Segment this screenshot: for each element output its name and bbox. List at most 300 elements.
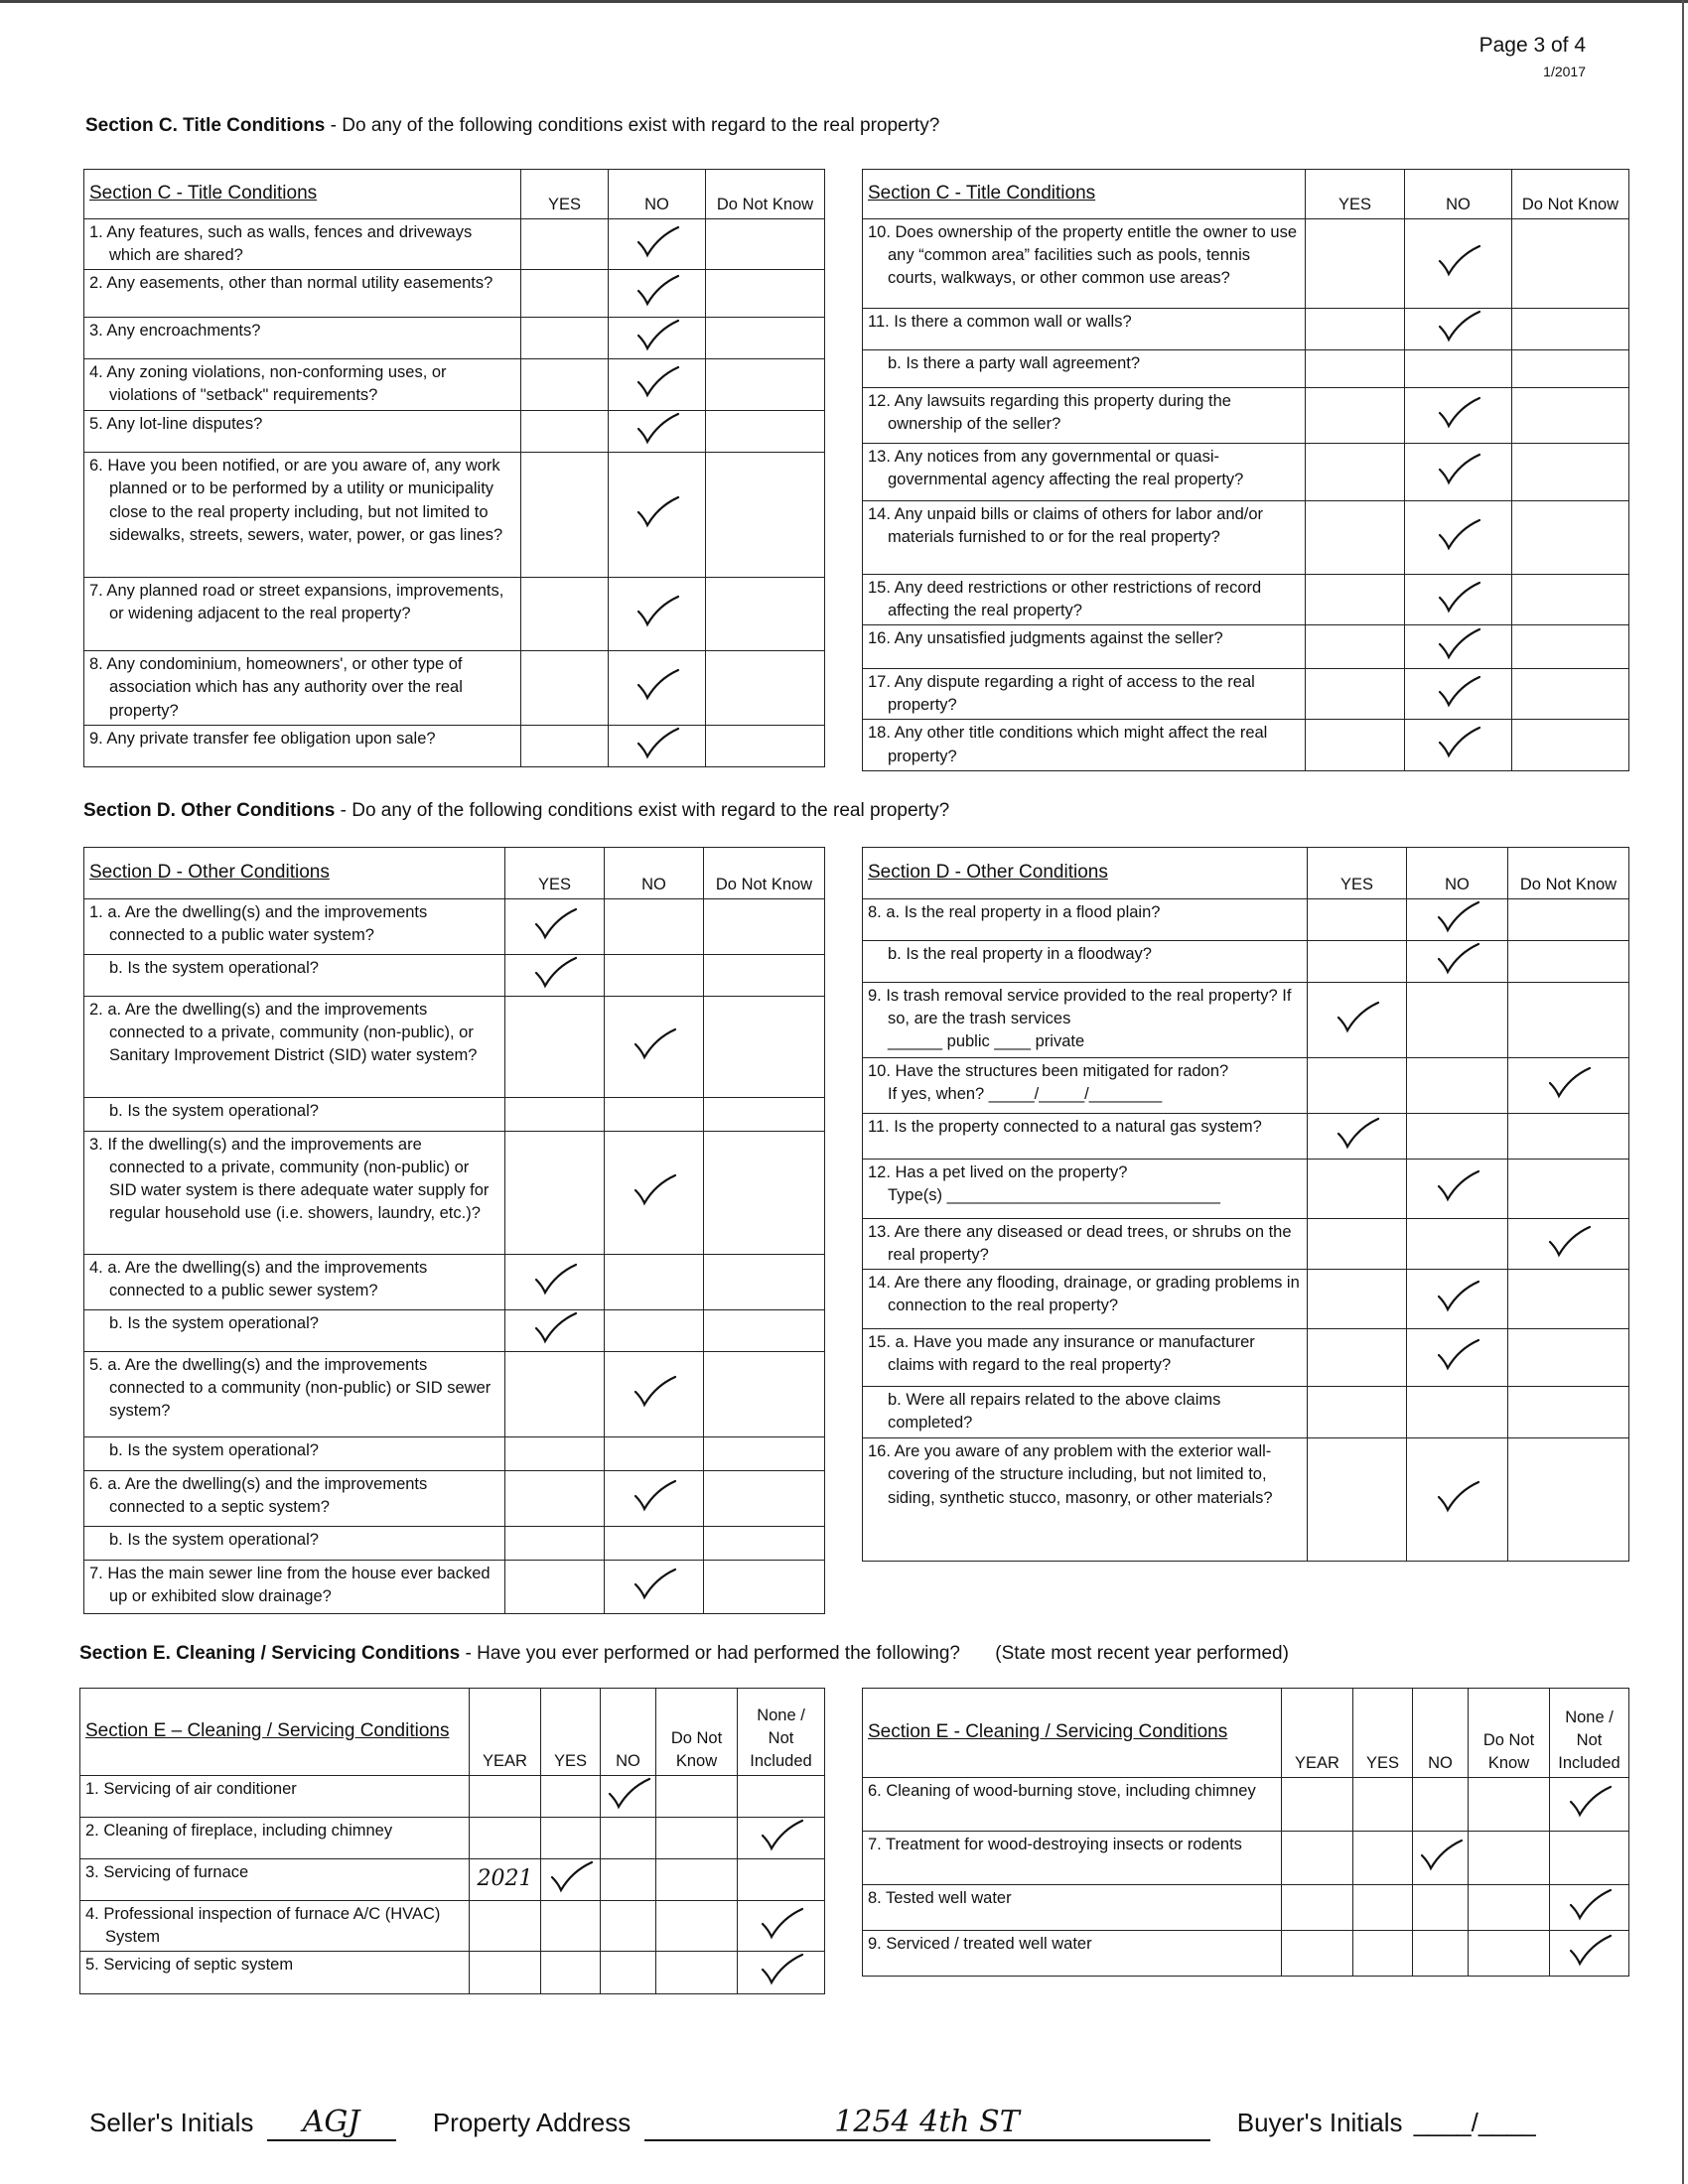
answer-cell-no[interactable] xyxy=(609,359,706,411)
answer-cell-no[interactable] xyxy=(1407,1387,1508,1438)
answer-cell-no[interactable] xyxy=(1407,1114,1508,1160)
question-text: 12. Any lawsuits regarding this property during the ownership of the seller? xyxy=(868,392,1231,434)
checkmark-icon xyxy=(1565,1933,1615,1967)
answer-cell-none[interactable] xyxy=(1550,1832,1629,1885)
answer-cell-dnk[interactable] xyxy=(704,1471,825,1527)
question-cell xyxy=(863,575,1306,625)
answer-cell-dnk[interactable] xyxy=(1469,1885,1550,1931)
answer-cell-yes[interactable] xyxy=(505,1132,605,1255)
question-cell xyxy=(863,720,1306,770)
question-text: 6. Have you been notified, or are you aware of, any work planned or to be performed by a utility or municipality close to the real property including, but not limited to sidewalks, streets, sewers, water, power, or gas lines? xyxy=(89,457,503,544)
answer-cell-yes[interactable] xyxy=(505,1471,605,1527)
table-row xyxy=(80,1901,825,1952)
answer-cell-dnk[interactable] xyxy=(1512,388,1629,444)
question-text: b. Is the system operational? xyxy=(109,1441,319,1460)
column-header: YEAR xyxy=(470,1689,541,1776)
answer-cell-no[interactable] xyxy=(1407,1329,1508,1387)
answer-cell-year[interactable] xyxy=(470,1952,541,1993)
answer-cell-yes[interactable] xyxy=(521,725,609,766)
answer-cell-no[interactable] xyxy=(1407,1160,1508,1219)
question-cell xyxy=(84,1310,505,1352)
question-text: 10. Have the structures been mitigated for radon? xyxy=(868,1062,1229,1081)
seller-initials-label: Seller's Initials xyxy=(89,2108,254,2137)
answer-cell-no[interactable] xyxy=(609,219,706,270)
answer-cell-no[interactable] xyxy=(1413,1931,1469,1977)
answer-cell-year[interactable] xyxy=(1282,1778,1353,1832)
answer-cell-no[interactable] xyxy=(1405,350,1512,388)
question-cell xyxy=(80,1952,470,1993)
section-e-right-table xyxy=(862,1688,1629,1977)
answer-cell-no[interactable] xyxy=(605,1352,704,1437)
table-row xyxy=(84,1132,825,1255)
column-header: YEAR xyxy=(1282,1689,1353,1778)
checkmark-icon xyxy=(633,494,682,528)
column-header: Do Not Know xyxy=(706,170,825,219)
answer-cell-yes[interactable] xyxy=(521,578,609,651)
answer-cell-dnk[interactable] xyxy=(1469,1931,1550,1977)
answer-cell-yes[interactable] xyxy=(1308,1438,1407,1562)
answer-cell-dnk[interactable] xyxy=(706,318,825,359)
answer-cell-dnk[interactable] xyxy=(704,955,825,997)
checkmark-icon xyxy=(1565,1887,1615,1921)
answer-cell-dnk[interactable] xyxy=(704,1255,825,1310)
answer-cell-yes[interactable] xyxy=(505,1098,605,1132)
column-header: NO xyxy=(605,848,704,899)
answer-cell-yes[interactable] xyxy=(1306,219,1405,309)
answer-cell-yes[interactable] xyxy=(521,219,609,270)
answer-cell-none[interactable] xyxy=(738,1776,825,1818)
answer-cell-yes[interactable] xyxy=(1308,1387,1407,1438)
table-title: Section C - Title Conditions xyxy=(84,170,521,219)
answer-cell-dnk[interactable] xyxy=(704,1352,825,1437)
answer-cell-no[interactable] xyxy=(1407,983,1508,1058)
question-cell xyxy=(84,899,505,955)
question-text: 9. Is trash removal service provided to the real property? If so, are the trash services xyxy=(868,987,1292,1028)
answer-cell-yes[interactable] xyxy=(541,1901,601,1952)
answer-cell-dnk[interactable] xyxy=(1512,720,1629,770)
answer-cell-no[interactable] xyxy=(609,651,706,725)
seller-initials-field[interactable]: AGJ xyxy=(267,2105,396,2141)
question-text: 6. Cleaning of wood-burning stove, including chimney xyxy=(868,1782,1256,1800)
table-row xyxy=(84,1437,825,1471)
answer-cell-dnk[interactable] xyxy=(1508,1058,1629,1114)
answer-cell-no[interactable] xyxy=(1407,1270,1508,1329)
answer-cell-yes[interactable] xyxy=(505,1352,605,1437)
table-row xyxy=(863,1832,1629,1885)
question-text: 15. Any deed restrictions or other restrictions of record affecting the real property? xyxy=(868,579,1262,620)
answer-cell-yes[interactable] xyxy=(505,1310,605,1352)
answer-cell-no[interactable] xyxy=(609,270,706,318)
question-text: 2. a. Are the dwelling(s) and the improvements connected to a private, community (non-public), or Sanitary Improvement District (SID) water system? xyxy=(89,1001,478,1065)
question-cell xyxy=(84,1352,505,1437)
answer-cell-no[interactable] xyxy=(601,1952,656,1993)
question-cell xyxy=(863,388,1306,444)
answer-cell-yes[interactable] xyxy=(541,1859,601,1901)
answer-cell-none[interactable] xyxy=(738,1901,825,1952)
answer-cell-no[interactable] xyxy=(601,1776,656,1818)
answer-cell-no[interactable] xyxy=(1405,669,1512,720)
checkmark-icon xyxy=(630,1026,679,1060)
answer-cell-yes[interactable] xyxy=(1306,350,1405,388)
column-header: YES xyxy=(1353,1689,1413,1778)
answer-cell-dnk[interactable] xyxy=(1508,899,1629,941)
answer-cell-dnk[interactable] xyxy=(1508,1160,1629,1219)
answer-cell-dnk[interactable] xyxy=(704,1098,825,1132)
question-cell xyxy=(84,1132,505,1255)
question-text: 5. a. Are the dwelling(s) and the improvements connected to a community (non-public) or SID sewer system? xyxy=(89,1356,492,1421)
checkmark-icon xyxy=(1434,674,1483,708)
answer-cell-none[interactable] xyxy=(1550,1885,1629,1931)
answer-cell-no[interactable] xyxy=(601,1901,656,1952)
answer-cell-no[interactable] xyxy=(601,1818,656,1859)
answer-cell-dnk[interactable] xyxy=(706,578,825,651)
table-row xyxy=(84,1561,825,1614)
question-cell xyxy=(863,444,1306,501)
question-cell xyxy=(863,983,1308,1058)
answer-cell-dnk[interactable] xyxy=(706,411,825,453)
answer-cell-yes[interactable] xyxy=(1306,444,1405,501)
checkmark-icon xyxy=(1434,243,1483,277)
answer-cell-yes[interactable] xyxy=(521,453,609,578)
answer-cell-no[interactable] xyxy=(605,1527,704,1561)
answer-cell-no[interactable] xyxy=(1405,219,1512,309)
checkmark-icon xyxy=(633,411,682,445)
table-row xyxy=(84,270,825,318)
answer-cell-yes[interactable] xyxy=(521,270,609,318)
answer-cell-dnk[interactable] xyxy=(1508,1438,1629,1562)
question-cell xyxy=(84,219,521,270)
question-text: 5. Any lot-line disputes? xyxy=(89,415,263,434)
question-cell xyxy=(863,350,1306,388)
answer-cell-dnk[interactable] xyxy=(1469,1832,1550,1885)
answer-cell-no[interactable] xyxy=(1407,1219,1508,1270)
question-text: b. Is the system operational? xyxy=(109,1102,319,1121)
checkmark-icon xyxy=(1434,395,1483,429)
answer-cell-no[interactable] xyxy=(1405,720,1512,770)
checkmark-icon xyxy=(546,1859,596,1893)
question-text: 7. Has the main sewer line from the house ever backed up or exhibited slow drainage? xyxy=(89,1565,491,1606)
column-header: NO xyxy=(609,170,706,219)
question-text: 4. Professional inspection of furnace A/C (HVAC) System xyxy=(85,1905,441,1947)
answer-cell-none[interactable] xyxy=(1550,1931,1629,1977)
answer-cell-yes[interactable] xyxy=(541,1776,601,1818)
column-header: Do Not Know xyxy=(1512,170,1629,219)
answer-cell-no[interactable] xyxy=(605,1098,704,1132)
checkmark-icon xyxy=(1544,1065,1594,1099)
answer-cell-dnk[interactable] xyxy=(1508,1114,1629,1160)
answer-cell-yes[interactable] xyxy=(505,1437,605,1471)
answer-cell-dnk[interactable] xyxy=(1508,941,1629,983)
answer-cell-none[interactable] xyxy=(738,1952,825,1993)
answer-cell-dnk[interactable] xyxy=(706,725,825,766)
question-text: 4. Any zoning violations, non-conforming uses, or violations of "setback" requirements? xyxy=(89,363,447,405)
answer-cell-no[interactable] xyxy=(1407,941,1508,983)
column-header: YES xyxy=(1306,170,1405,219)
answer-cell-no[interactable] xyxy=(1413,1778,1469,1832)
question-cell xyxy=(80,1818,470,1859)
question-blank: If yes, when? _____/_____/________ xyxy=(888,1085,1163,1104)
answer-cell-year[interactable] xyxy=(1282,1885,1353,1931)
answer-cell-yes[interactable] xyxy=(1308,983,1407,1058)
answer-cell-no[interactable] xyxy=(1405,444,1512,501)
answer-cell-no[interactable] xyxy=(605,1437,704,1471)
question-text: 16. Any unsatisfied judgments against the seller? xyxy=(868,629,1223,648)
table-row xyxy=(84,1255,825,1310)
answer-cell-none[interactable] xyxy=(738,1859,825,1901)
answer-cell-yes[interactable] xyxy=(505,1255,605,1310)
answer-cell-dnk[interactable] xyxy=(1512,625,1629,669)
answer-cell-dnk[interactable] xyxy=(704,1310,825,1352)
answer-cell-year[interactable] xyxy=(470,1859,541,1901)
checkmark-icon xyxy=(1434,452,1483,485)
answer-cell-yes[interactable] xyxy=(1306,501,1405,575)
answer-cell-year[interactable] xyxy=(1282,1832,1353,1885)
answer-cell-yes[interactable] xyxy=(541,1818,601,1859)
answer-cell-dnk[interactable] xyxy=(704,1437,825,1471)
checkmark-icon xyxy=(604,1776,653,1810)
table-row xyxy=(863,1114,1629,1160)
answer-cell-dnk[interactable] xyxy=(1508,983,1629,1058)
answer-cell-yes[interactable] xyxy=(1353,1832,1413,1885)
table-row xyxy=(84,725,825,766)
checkmark-icon xyxy=(630,1567,679,1600)
question-cell xyxy=(80,1901,470,1952)
answer-cell-yes[interactable] xyxy=(1353,1885,1413,1931)
answer-cell-dnk[interactable] xyxy=(1508,1270,1629,1329)
footer xyxy=(89,2105,1609,2141)
answer-cell-yes[interactable] xyxy=(1308,941,1407,983)
column-header: None / Not Included xyxy=(1550,1689,1629,1778)
checkmark-icon xyxy=(1434,725,1483,758)
question-cell xyxy=(84,1437,505,1471)
answer-cell-dnk[interactable] xyxy=(704,997,825,1098)
answer-cell-yes[interactable] xyxy=(521,318,609,359)
question-text: 2. Any easements, other than normal utility easements? xyxy=(89,274,493,293)
answer-cell-no[interactable] xyxy=(605,1471,704,1527)
question-text: 3. Servicing of furnace xyxy=(85,1863,249,1882)
answer-cell-yes[interactable] xyxy=(1308,1219,1407,1270)
question-text: 9. Serviced / treated well water xyxy=(868,1935,1092,1953)
answer-cell-no[interactable] xyxy=(1407,1438,1508,1562)
question-text: 12. Has a pet lived on the property? xyxy=(868,1163,1128,1182)
answer-cell-no[interactable] xyxy=(1405,625,1512,669)
table-title: Section D - Other Conditions xyxy=(863,848,1308,899)
question-blank: Type(s) ______________________________ xyxy=(888,1186,1220,1205)
question-cell xyxy=(863,219,1306,309)
column-header: YES xyxy=(521,170,609,219)
answer-cell-no[interactable] xyxy=(609,578,706,651)
answer-cell-no[interactable] xyxy=(605,1310,704,1352)
question-text: 16. Are you aware of any problem with the exterior wall-covering of the structure including, but not limited to, siding, synthetic stucco, masonry, or other materials? xyxy=(868,1442,1273,1507)
answer-cell-yes[interactable] xyxy=(1308,1270,1407,1329)
answer-cell-dnk[interactable] xyxy=(1508,1219,1629,1270)
answer-cell-dnk[interactable] xyxy=(1512,444,1629,501)
answer-cell-no[interactable] xyxy=(605,955,704,997)
answer-cell-dnk[interactable] xyxy=(656,1818,738,1859)
table-row xyxy=(84,1527,825,1561)
question-text: 1. Servicing of air conditioner xyxy=(85,1780,297,1798)
table-row xyxy=(84,359,825,411)
answer-cell-no[interactable] xyxy=(609,318,706,359)
table-row xyxy=(84,1471,825,1527)
answer-cell-dnk[interactable] xyxy=(1512,669,1629,720)
question-cell xyxy=(863,669,1306,720)
answer-cell-yes[interactable] xyxy=(1308,1058,1407,1114)
column-header: None / Not Included xyxy=(738,1689,825,1776)
question-text: 8. Any condominium, homeowners', or other type of association which has any authority over the real property? xyxy=(89,655,463,720)
question-cell xyxy=(84,270,521,318)
question-text: 13. Any notices from any governmental or quasi-governmental agency affecting the real property? xyxy=(868,448,1244,489)
answer-cell-no[interactable] xyxy=(1407,1058,1508,1114)
checkmark-icon xyxy=(530,955,580,989)
table-title: Section C - Title Conditions xyxy=(863,170,1306,219)
answer-cell-dnk[interactable] xyxy=(1508,1329,1629,1387)
question-cell xyxy=(80,1776,470,1818)
answer-cell-yes[interactable] xyxy=(521,651,609,725)
answer-cell-none[interactable] xyxy=(1550,1778,1629,1832)
answer-cell-year[interactable] xyxy=(1282,1931,1353,1977)
answer-cell-yes[interactable] xyxy=(1306,669,1405,720)
answer-cell-dnk[interactable] xyxy=(704,1132,825,1255)
answer-cell-no[interactable] xyxy=(609,453,706,578)
answer-cell-yes[interactable] xyxy=(505,1561,605,1614)
property-address-field[interactable]: 1254 4th ST xyxy=(644,2105,1210,2141)
form-revision: 1/2017 xyxy=(1543,64,1586,79)
checkmark-icon xyxy=(633,726,682,759)
answer-cell-no[interactable] xyxy=(1413,1832,1469,1885)
answer-cell-year[interactable] xyxy=(470,1901,541,1952)
question-text: b. Is the system operational? xyxy=(109,1314,319,1333)
buyer-initials-field[interactable]: ____/____ xyxy=(1413,2108,1536,2137)
answer-cell-yes[interactable] xyxy=(1308,899,1407,941)
answer-cell-no[interactable] xyxy=(605,1255,704,1310)
column-header: YES xyxy=(1308,848,1407,899)
question-cell xyxy=(84,651,521,725)
answer-cell-no[interactable] xyxy=(1405,309,1512,350)
answer-cell-no[interactable] xyxy=(609,411,706,453)
answer-cell-no[interactable] xyxy=(605,1561,704,1614)
answer-cell-yes[interactable] xyxy=(505,899,605,955)
table-row xyxy=(863,309,1629,350)
question-text: 2. Cleaning of fireplace, including chimney xyxy=(85,1822,393,1841)
answer-cell-yes[interactable] xyxy=(541,1952,601,1993)
answer-cell-no[interactable] xyxy=(1413,1885,1469,1931)
checkmark-icon xyxy=(1433,1168,1482,1202)
answer-cell-yes[interactable] xyxy=(505,955,605,997)
checkmark-icon xyxy=(530,906,580,940)
answer-cell-no[interactable] xyxy=(1405,388,1512,444)
answer-cell-dnk[interactable] xyxy=(1512,501,1629,575)
answer-cell-yes[interactable] xyxy=(1306,388,1405,444)
question-cell xyxy=(863,899,1308,941)
answer-cell-yes[interactable] xyxy=(505,1527,605,1561)
table-row xyxy=(84,997,825,1098)
answer-cell-dnk[interactable] xyxy=(1469,1778,1550,1832)
answer-cell-dnk[interactable] xyxy=(704,899,825,955)
answer-cell-dnk[interactable] xyxy=(656,1859,738,1901)
answer-cell-yes[interactable] xyxy=(1308,1114,1407,1160)
answer-cell-dnk[interactable] xyxy=(706,453,825,578)
checkmark-icon xyxy=(1433,899,1482,933)
checkmark-icon xyxy=(1433,1337,1482,1371)
answer-cell-no[interactable] xyxy=(601,1859,656,1901)
table-row xyxy=(863,219,1629,309)
question-text: 3. If the dwelling(s) and the improvements are connected to a private, community (non-public) or SID water system is there adequate water supply for regular household use (i.e. showers, laundry, etc.)? xyxy=(89,1136,490,1223)
question-cell xyxy=(84,997,505,1098)
column-header: Do Not Know xyxy=(1508,848,1629,899)
table-row xyxy=(863,941,1629,983)
answer-cell-yes[interactable] xyxy=(1308,1329,1407,1387)
answer-cell-dnk[interactable] xyxy=(1512,219,1629,309)
answer-cell-no[interactable] xyxy=(605,997,704,1098)
answer-cell-no[interactable] xyxy=(1407,899,1508,941)
checkmark-icon xyxy=(530,1310,580,1344)
question-text: 7. Any planned road or street expansions, improvements, or widening adjacent to the real property? xyxy=(89,582,504,623)
table-row xyxy=(863,444,1629,501)
question-text: 3. Any encroachments? xyxy=(89,322,261,341)
answer-cell-yes[interactable] xyxy=(1308,1160,1407,1219)
answer-cell-yes[interactable] xyxy=(521,359,609,411)
section-d-heading: Section D. Other Conditions - Do any of the following conditions exist with regard to the real property? xyxy=(83,800,950,821)
answer-cell-year[interactable] xyxy=(470,1818,541,1859)
table-row xyxy=(863,899,1629,941)
checkmark-icon xyxy=(630,1374,679,1408)
table-row xyxy=(863,1270,1629,1329)
answer-cell-yes[interactable] xyxy=(1306,575,1405,625)
answer-cell-year[interactable] xyxy=(470,1776,541,1818)
table-row xyxy=(863,669,1629,720)
answer-cell-dnk[interactable] xyxy=(706,359,825,411)
answer-cell-yes[interactable] xyxy=(1306,625,1405,669)
answer-cell-yes[interactable] xyxy=(1306,720,1405,770)
answer-cell-dnk[interactable] xyxy=(706,219,825,270)
question-text: 8. a. Is the real property in a flood plain? xyxy=(868,903,1161,921)
answer-cell-no[interactable] xyxy=(1405,501,1512,575)
checkmark-icon xyxy=(757,1818,806,1851)
question-text: 4. a. Are the dwelling(s) and the improvements connected to a public sewer system? xyxy=(89,1259,428,1300)
answer-cell-dnk[interactable] xyxy=(1512,309,1629,350)
question-text: 1. a. Are the dwelling(s) and the improvements connected to a public water system? xyxy=(89,903,428,945)
answer-cell-dnk[interactable] xyxy=(656,1776,738,1818)
question-text: 17. Any dispute regarding a right of access to the real property? xyxy=(868,673,1255,715)
table-row xyxy=(863,625,1629,669)
answer-cell-dnk[interactable] xyxy=(656,1952,738,1993)
answer-cell-no[interactable] xyxy=(605,899,704,955)
answer-cell-no[interactable] xyxy=(1405,575,1512,625)
answer-cell-dnk[interactable] xyxy=(1508,1387,1629,1438)
table-row xyxy=(863,1058,1629,1114)
question-text: 11. Is there a common wall or walls? xyxy=(868,313,1132,331)
answer-cell-yes[interactable] xyxy=(1353,1931,1413,1977)
checkmark-icon xyxy=(630,1478,679,1512)
answer-cell-dnk[interactable] xyxy=(656,1901,738,1952)
answer-cell-none[interactable] xyxy=(738,1818,825,1859)
answer-cell-yes[interactable] xyxy=(521,411,609,453)
answer-cell-dnk[interactable] xyxy=(706,651,825,725)
answer-cell-yes[interactable] xyxy=(1353,1778,1413,1832)
answer-cell-dnk[interactable] xyxy=(706,270,825,318)
answer-cell-dnk[interactable] xyxy=(1512,575,1629,625)
answer-cell-no[interactable] xyxy=(605,1132,704,1255)
answer-cell-dnk[interactable] xyxy=(704,1527,825,1561)
question-cell xyxy=(84,1098,505,1132)
answer-cell-yes[interactable] xyxy=(1306,309,1405,350)
answer-cell-dnk[interactable] xyxy=(1512,350,1629,388)
question-text: b. Is the system operational? xyxy=(109,959,319,977)
answer-cell-no[interactable] xyxy=(609,725,706,766)
answer-cell-yes[interactable] xyxy=(505,997,605,1098)
answer-cell-dnk[interactable] xyxy=(704,1561,825,1614)
